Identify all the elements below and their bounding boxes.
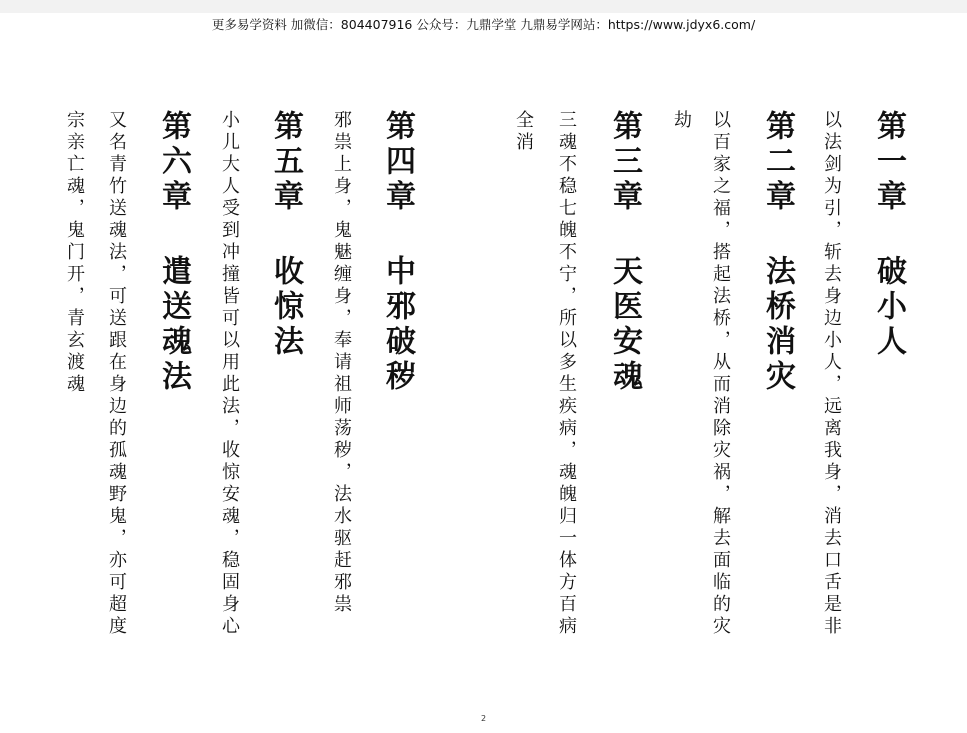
chapter-1-text-cont: 劫 xyxy=(671,110,692,132)
chapter-3-text: 三魂不稳七魄不宁，所以多生疾病，魂魄归一体方百病 xyxy=(556,110,577,638)
chapter-5-text: 小儿大人受到冲撞皆可以用此法，收惊安魂，稳固身心 xyxy=(219,110,240,638)
top-band xyxy=(0,0,967,13)
chapter-1-heading: 第一章 破小人 xyxy=(871,110,906,360)
page-number: 2 xyxy=(480,714,487,723)
chapter-3-text-cont: 全消 xyxy=(513,110,534,154)
chapter-4-heading: 第四章 中邪破秽 xyxy=(380,110,415,395)
chapter-6-heading: 第六章 遣送魂法 xyxy=(156,110,191,395)
chapter-3-heading: 第三章 天医安魂 xyxy=(607,110,642,395)
chapter-6-text: 又名青竹送魂法，可送跟在身边的孤魂野鬼，亦可超度 xyxy=(106,110,127,638)
chapter-5-heading: 第五章 收惊法 xyxy=(268,110,303,360)
chapter-6-text-cont: 宗亲亡魂，鬼门开，青玄渡魂 xyxy=(64,110,85,396)
chapter-4-text: 邪祟上身，鬼魅缠身，奉请祖师荡秽，法水驱赶邪祟 xyxy=(331,110,352,616)
chapter-2-text: 以百家之福，搭起法桥，从而消除灾祸，解去面临的灾 xyxy=(710,110,731,638)
chapter-1-text: 以法剑为引，斩去身边小人，远离我身，消去口舌是非 xyxy=(821,110,842,638)
chapter-2-heading: 第二章 法桥消灾 xyxy=(760,110,795,395)
watermark-header: 更多易学资料 加微信：804407916 公众号：九鼎学堂 九鼎易学网站：https://www.jdyx6.com/ xyxy=(211,17,756,32)
